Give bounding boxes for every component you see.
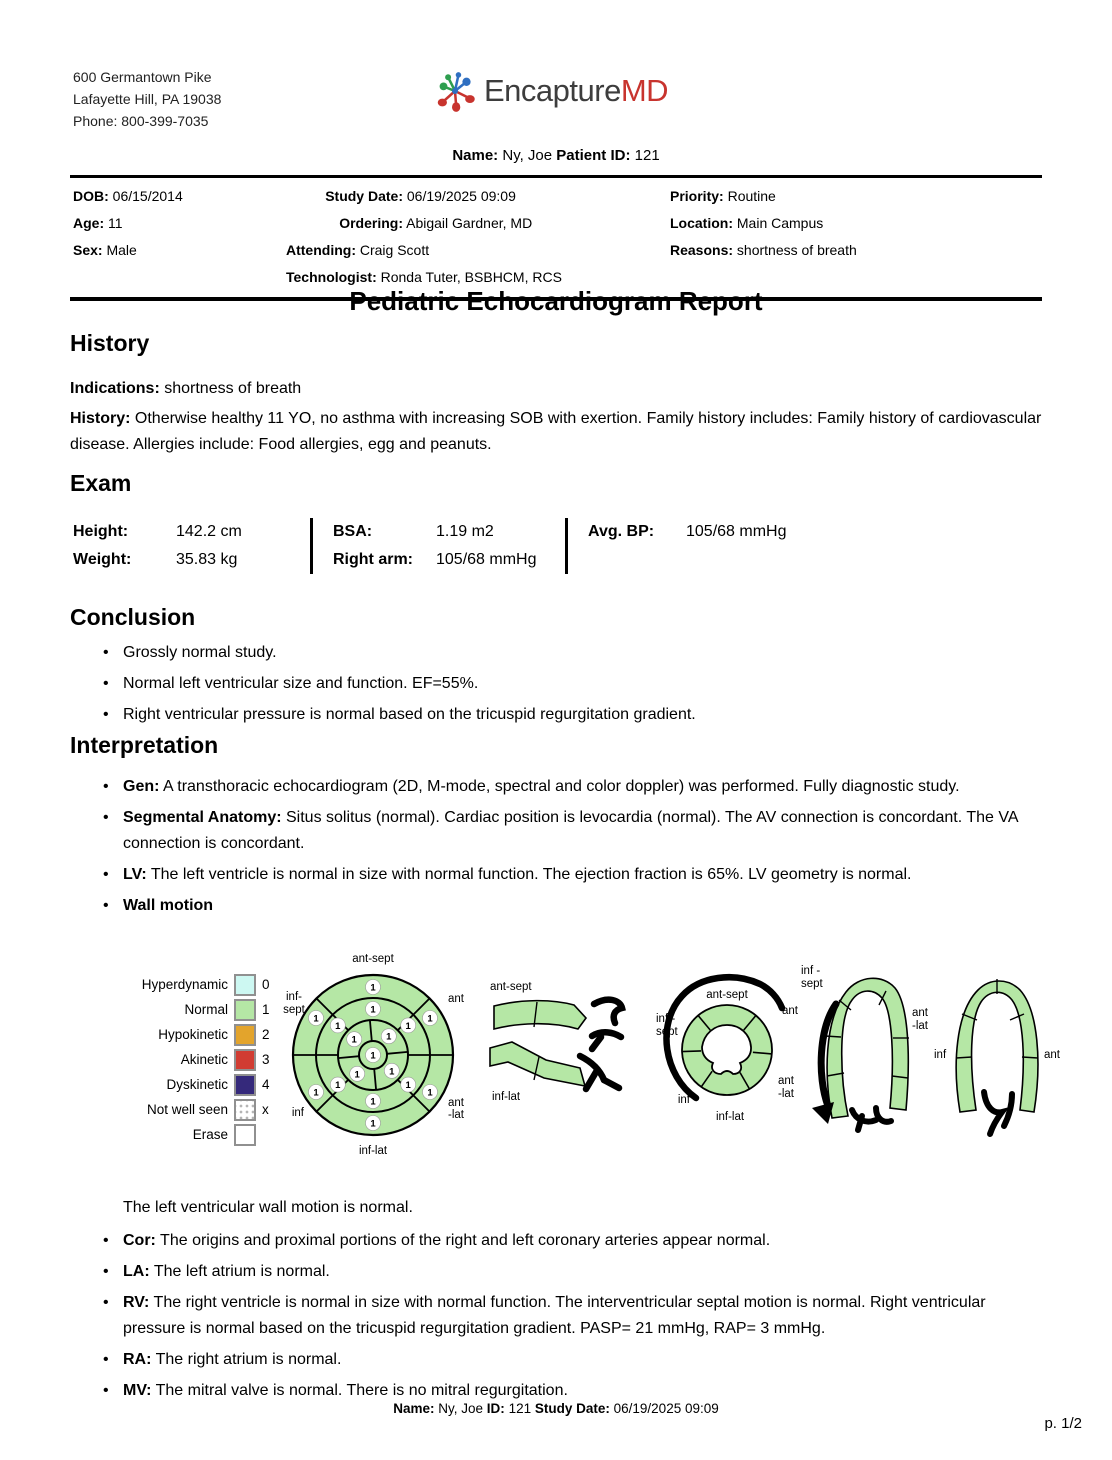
sex-row — [73, 237, 283, 264]
avg-bp-row — [588, 518, 1042, 546]
height-value: 142.2 cm — [176, 523, 242, 540]
gen-label: Gen: — [123, 778, 160, 795]
ra-text: The right atrium is normal. — [155, 1351, 342, 1368]
molecule-logo-icon — [432, 68, 478, 114]
exam-col1 — [70, 518, 310, 574]
bullseye-label-inf-sept-1: inf- — [286, 991, 302, 1003]
age-label: Age: — [73, 215, 105, 231]
interpretation-heading: Interpretation — [70, 732, 219, 758]
exam-col3 — [565, 518, 1042, 574]
age-row — [73, 210, 283, 237]
legend-label: Hyperdynamic — [141, 977, 228, 992]
svg-text:1: 1 — [405, 1080, 411, 1092]
exam-col2 — [310, 518, 565, 574]
gen-text: A transthoracic echocardiogram (2D, M-mode, spectral and color doppler) was performed. Fully diagnostic study. — [163, 778, 960, 795]
cor-label: Cor: — [123, 1232, 156, 1249]
svg-text:1: 1 — [335, 1020, 341, 1032]
bullet-dot: • — [103, 778, 109, 795]
conclusion-item — [70, 640, 1042, 666]
patient-info-col2 — [283, 183, 667, 291]
legend-row-hypokinetic — [84, 1022, 274, 1047]
legend-label: Not well seen — [146, 1102, 228, 1117]
height-row — [73, 518, 310, 546]
sex-value: Male — [106, 242, 137, 258]
study-date-row — [286, 183, 667, 210]
indications-value: shortness of breath — [164, 380, 302, 397]
svg-text:1: 1 — [354, 1069, 360, 1081]
interpretation-item-ra — [70, 1347, 1042, 1373]
mv-text: The mitral valve is normal. There is no mitral regurgitation. — [155, 1382, 568, 1399]
rv-text: The right ventricle is normal in size with normal function. The interventricular septal motion is normal. Right ventricular pressure is normal based on the tricuspid regurgitation gradient. PASP= 21 mmHg, RAP= 3 mmHg. — [123, 1294, 986, 1337]
bullet-dot: • — [103, 675, 109, 692]
interpretation-item-gen — [70, 774, 1042, 800]
sax-label-inf-lat: inf-lat — [715, 1111, 745, 1123]
valve-squiggles — [580, 1000, 622, 1089]
legend-row-hyperdynamic — [84, 972, 274, 997]
sex-label: Sex: — [73, 242, 103, 258]
sax-wall-diagram — [632, 962, 807, 1130]
reasons-label: Reasons: — [670, 242, 734, 258]
name-value: Ny, Joe — [502, 147, 553, 164]
apical-2ch-wall-diagram — [932, 962, 1067, 1140]
aplax-label-inf-sept-2: sept — [801, 978, 823, 990]
sax-label-ant-lat-2: -lat — [778, 1088, 794, 1100]
legend-row-dyskinetic — [84, 1072, 274, 1097]
svg-text:1: 1 — [427, 1087, 433, 1099]
svg-text:1: 1 — [389, 1066, 395, 1078]
history-paragraph — [70, 406, 1042, 458]
dob-value: 06/15/2014 — [112, 188, 183, 204]
conclusion-heading: Conclusion — [70, 604, 196, 630]
sax-label-inf-sept-1: inf - — [656, 1013, 676, 1025]
bullseye-label-inf-sept-2: sept — [283, 1004, 305, 1016]
age-value: 11 — [108, 215, 123, 231]
history-heading: History — [70, 330, 150, 356]
bullet-dot: • — [103, 706, 109, 723]
mv-label: MV: — [123, 1382, 152, 1399]
conclusion-item — [70, 671, 1042, 697]
footer-id-value: 121 — [508, 1401, 532, 1416]
legend-value: 4 — [262, 1077, 270, 1092]
encapturemd-logo — [432, 68, 668, 114]
bullet-dot: • — [103, 1351, 109, 1368]
legend-label: Normal — [184, 1002, 228, 1017]
right-arm-label: Right arm: — [333, 551, 413, 568]
legend-swatch-erase — [234, 1124, 256, 1146]
bsa-row — [333, 518, 565, 546]
legend-value: 2 — [262, 1027, 270, 1042]
legend-swatch-dyskinetic — [234, 1074, 256, 1096]
sax-label-ant-lat-1: ant — [778, 1075, 794, 1087]
svg-text:1: 1 — [370, 1118, 376, 1130]
legend-value: 0 — [262, 977, 270, 992]
sax-label-ant: ant — [782, 1005, 798, 1017]
svg-text:1: 1 — [313, 1087, 319, 1099]
legend-row-normal — [84, 997, 274, 1022]
bullet-dot: • — [103, 644, 109, 661]
wall-motion-note: The left ventricular wall motion is normal. — [123, 1199, 413, 1216]
svg-text:1: 1 — [370, 1096, 376, 1108]
legend-row-akinetic — [84, 1047, 274, 1072]
conclusion-item — [70, 702, 1042, 728]
attending-value: Craig Scott — [359, 242, 430, 258]
weight-value: 35.83 kg — [176, 551, 238, 568]
wall-motion-label: Wall motion — [123, 897, 214, 914]
report-title: Pediatric Echocardiogram Report — [349, 286, 763, 316]
bullet-dot: • — [103, 1232, 109, 1249]
bullet-dot: • — [103, 1294, 109, 1311]
footer-id-label: ID: — [486, 1401, 505, 1416]
cor-text: The origins and proximal portions of the right and left coronary arteries appear normal. — [160, 1232, 771, 1249]
sax-label-inf: inf — [677, 1094, 690, 1106]
wall-motion-figure — [70, 948, 1060, 1198]
bsa-value: 1.19 m2 — [436, 523, 494, 540]
page-number: p. 1/2 — [1044, 1415, 1082, 1432]
apical-lax-wall-diagram — [796, 958, 938, 1136]
exam-heading: Exam — [70, 470, 132, 496]
weight-row — [73, 546, 310, 574]
conclusion-text: Right ventricular pressure is normal based on the tricuspid regurgitation gradient. — [123, 706, 696, 723]
rv-label: RV: — [123, 1294, 150, 1311]
study-date-value: 06/19/2025 09:09 — [406, 188, 516, 204]
legend-value: x — [262, 1102, 269, 1117]
valve-squiggles — [984, 1092, 1012, 1134]
plax-label-ant-sept: ant-sept — [490, 981, 532, 993]
legend-swatch-hyperdynamic — [234, 974, 256, 996]
ordering-label: Ordering: — [339, 215, 403, 231]
legend-swatch-normal — [234, 999, 256, 1021]
footer-study-date-label: Study Date: — [534, 1401, 610, 1416]
legend-label: Erase — [192, 1127, 228, 1142]
interpretation-item-rv — [70, 1290, 1042, 1342]
right-arm-row — [333, 546, 565, 574]
interpretation-item-lv — [70, 862, 1042, 888]
interpretation-item-wall-motion — [70, 893, 1042, 919]
location-row — [670, 210, 1042, 237]
valve-squiggles — [852, 1108, 891, 1130]
priority-label: Priority: — [670, 188, 724, 204]
indications-label: Indications: — [70, 380, 160, 397]
legend-label: Dyskinetic — [166, 1077, 228, 1092]
ordering-row — [286, 210, 667, 237]
bullseye-segment-diagram — [258, 948, 488, 1160]
name-label: Name: — [452, 147, 499, 164]
height-label: Height: — [73, 523, 129, 540]
svg-text:1: 1 — [386, 1031, 392, 1043]
priority-row — [670, 183, 1042, 210]
sax-label-ant-sept: ant-sept — [706, 989, 748, 1001]
bullseye-label-ant-sept: ant-sept — [352, 953, 394, 965]
legend-label: Akinetic — [180, 1052, 228, 1067]
bullseye-label-ant-lat-2: -lat — [448, 1109, 464, 1121]
exam-table — [70, 518, 1042, 574]
conclusion-list — [70, 640, 1042, 733]
lv-label: LV: — [123, 866, 147, 883]
history-text: Otherwise healthy 11 YO, no asthma with increasing SOB with exertion. Family history includes: Family history of cardiovascular disease. Allergies include: Food allergies, egg and peanuts. — [70, 410, 1042, 453]
patient-id-value: 121 — [634, 147, 660, 164]
bullet-dot: • — [103, 1382, 109, 1399]
legend-row-erase — [84, 1122, 274, 1147]
patient-name-line — [0, 147, 1112, 164]
aplax-label-ant-lat-1: ant — [912, 1007, 928, 1019]
clinic-address — [73, 66, 221, 132]
bullet-dot: • — [103, 1263, 109, 1280]
ap2ch-label-ant: ant — [1044, 1049, 1060, 1061]
svg-text:1: 1 — [370, 1050, 376, 1062]
ordering-value: Abigail Gardner, MD — [406, 215, 533, 231]
bullet-dot: • — [103, 809, 109, 826]
location-value: Main Campus — [736, 215, 824, 231]
interpretation-item-la — [70, 1259, 1042, 1285]
legend-swatch-hypokinetic — [234, 1024, 256, 1046]
legend-value: 3 — [262, 1052, 270, 1067]
logo-text-main: Encapture — [484, 73, 621, 108]
segmental-label: Segmental Anatomy: — [123, 809, 282, 826]
interpretation-item-cor — [70, 1228, 1042, 1254]
study-date-label: Study Date: — [325, 188, 403, 204]
svg-text:1: 1 — [351, 1034, 357, 1046]
sax-label-inf-sept-2: sept — [656, 1026, 678, 1038]
avg-bp-value: 105/68 mmHg — [686, 523, 787, 540]
interpretation-list — [70, 774, 1042, 924]
location-label: Location: — [670, 215, 733, 231]
priority-value: Routine — [727, 188, 776, 204]
legend-label: Hypokinetic — [158, 1027, 228, 1042]
logo-wordmark — [484, 73, 668, 109]
technologist-label: Technologist: — [286, 269, 377, 285]
address-line: Lafayette Hill, PA 19038 — [73, 91, 222, 107]
svg-text:1: 1 — [370, 982, 376, 994]
la-text: The left atrium is normal. — [153, 1263, 330, 1280]
bullet-dot: • — [103, 866, 109, 883]
bullseye-label-ant-lat-1: ant — [448, 1097, 464, 1109]
indications-line — [70, 376, 1042, 402]
patient-info-col1 — [70, 183, 283, 291]
avg-bp-label: Avg. BP: — [588, 523, 655, 540]
arrowhead — [812, 1102, 834, 1124]
page-footer — [0, 1401, 1112, 1416]
conclusion-text: Grossly normal study. — [123, 644, 277, 661]
svg-text:1: 1 — [370, 1004, 376, 1016]
wall-motion-legend — [84, 972, 274, 1147]
dob-row — [73, 183, 283, 210]
ap2ch-label-inf: inf — [934, 1049, 947, 1061]
bullseye-label-inf: inf — [291, 1107, 304, 1119]
svg-text:1: 1 — [335, 1080, 341, 1092]
weight-label: Weight: — [73, 551, 132, 568]
interpretation-list-continued — [70, 1228, 1042, 1409]
aplax-label-ant-lat-2: -lat — [912, 1020, 928, 1032]
attending-row — [286, 237, 667, 264]
bsa-label: BSA: — [333, 523, 373, 540]
legend-swatch-not-well-seen — [234, 1099, 256, 1121]
plax-wall-diagram — [482, 976, 647, 1111]
logo-text-md: MD — [620, 73, 669, 108]
right-arm-value: 105/68 mmHg — [436, 551, 537, 568]
la-label: LA: — [123, 1263, 150, 1280]
bullseye-label-ant: ant — [448, 993, 464, 1005]
ra-label: RA: — [123, 1351, 152, 1368]
reasons-row — [670, 237, 1042, 264]
attending-label: Attending: — [286, 242, 356, 258]
technologist-value: Ronda Tuter, BSBHCM, RCS — [380, 269, 562, 285]
plax-label-inf-lat: inf-lat — [492, 1091, 521, 1103]
address-line: 600 Germantown Pike — [73, 69, 212, 85]
footer-name-label: Name: — [393, 1401, 435, 1416]
legend-row-not-well-seen — [84, 1097, 274, 1122]
patient-id-label: Patient ID: — [556, 147, 631, 164]
conclusion-text: Normal left ventricular size and function. EF=55%. — [123, 675, 479, 692]
patient-info-table — [70, 175, 1042, 301]
interpretation-item-segmental — [70, 805, 1042, 857]
reasons-value: shortness of breath — [736, 242, 857, 258]
svg-text:1: 1 — [313, 1013, 319, 1025]
address-line: Phone: 800-399-7035 — [73, 113, 209, 129]
legend-value: 1 — [262, 1002, 270, 1017]
svg-text:1: 1 — [405, 1020, 411, 1032]
history-label: History: — [70, 410, 131, 427]
footer-name-value: Ny, Joe — [438, 1401, 484, 1416]
bullet-dot: • — [103, 897, 109, 914]
legend-swatch-akinetic — [234, 1049, 256, 1071]
aplax-label-inf-sept-1: inf - — [801, 965, 821, 977]
patient-info-col3 — [667, 183, 1042, 291]
bullseye-label-inf-lat: inf-lat — [358, 1145, 388, 1157]
svg-text:1: 1 — [427, 1013, 433, 1025]
footer-study-date-value: 06/19/2025 09:09 — [613, 1401, 719, 1416]
lv-text: The left ventricle is normal in size with normal function. The ejection fraction is 65%. LV geometry is normal. — [150, 866, 912, 883]
segmental-text: Situs solitus (normal). Cardiac position is levocardia (normal). The AV connection is concordant. The VA connection is concordant. — [123, 809, 1018, 852]
dob-label: DOB: — [73, 188, 109, 204]
